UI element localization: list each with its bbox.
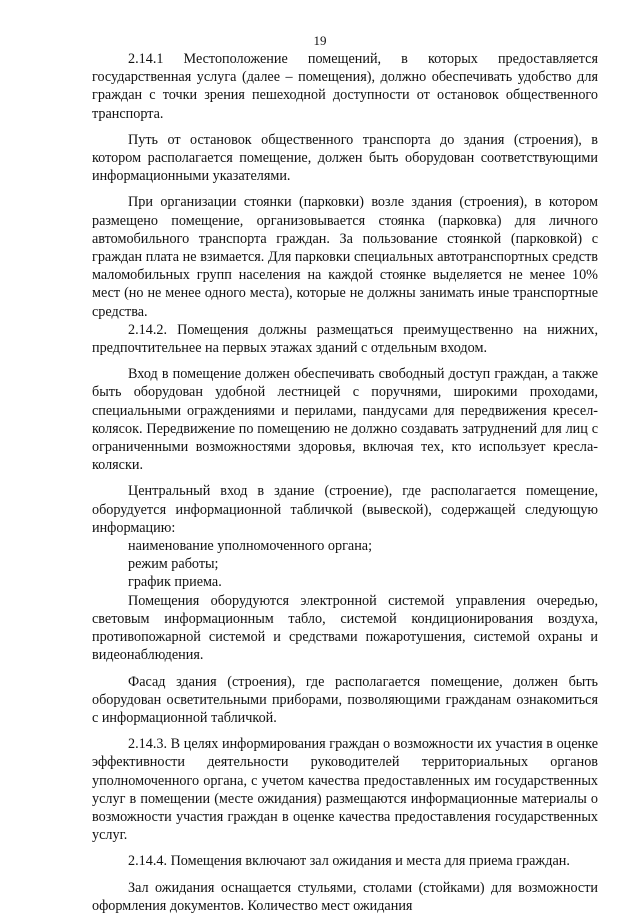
paragraph-transport-path: Путь от остановок общественного транспорта до здания (строения), в котором располагается помещение, должен быть оборудован соответствующими информационными указателями.	[92, 131, 598, 185]
paragraph-waiting-hall: Зал ожидания оснащается стульями, столами (стойками) для возможности оформления документов. Количество мест ожидания	[92, 879, 598, 914]
paragraph-2-14-4: 2.14.4. Помещения включают зал ожидания и места для приема граждан.	[128, 853, 570, 870]
paragraph-2-14-2: 2.14.2. Помещения должны размещаться преимущественно на нижних, предпочтительнее на первых этажах зданий с отдельным входом.	[92, 321, 598, 357]
page-number: 19	[313, 33, 327, 48]
list-item: график приема.	[128, 574, 222, 591]
paragraph-2-14-3: 2.14.3. В целях информирования граждан о возможности их участия в оценке эффективности деятельности руководителей территориальных органов уполномоченного органа, с учетом качества предоставленных им государственных услуг в помещении (месте ожидания) размещаются информационные материалы о возможности участия граждан в оценке качества предоставления государственных услуг.	[92, 736, 598, 844]
paragraph-2-14-1: 2.14.1 Местоположение помещений, в которых предоставляется государственная услуга (далее – помещения), должно обеспечивать удобство для граждан с точки зрения пешеходной доступности от остановок общественного транспорта.	[92, 51, 598, 122]
document-body	[92, 50, 598, 915]
paragraph-central-entrance: Центральный вход в здание (строение), где располагается помещение, оборудуется информационной табличкой (вывеской), содержащей следующую информацию:	[92, 483, 598, 536]
list-item: наименование уполномоченного органа;	[128, 538, 373, 555]
paragraph-equipment: Помещения оборудуются электронной системой управления очередью, световым информационным табло, системой кондиционирования воздуха, противопожарной системой и средствами пожаротушения, системой охраны и видеонаблюдения.	[92, 592, 598, 664]
paragraph-parking: При организации стоянки (парковки) возле здания (строения), в котором размещено помещение, организовывается стоянка (парковка) для личного автомобильного транспорта граждан. За пользование стоянкой (парковкой) с граждан плата не взимается. Для парковки специальных автотранспортных средств маломобильных групп населения на каждой стоянке выделяется не менее 10% мест (но не менее одного места), которые не должны занимать иные транспортные средства.	[92, 194, 598, 320]
paragraph-entrance: Вход в помещение должен обеспечивать свободный доступ граждан, а также быть оборудован удобной лестницей с поручнями, широкими проходами, специальными ограждениями и перилами, пандусами для передвижения кресел-колясок. Передвижение по помещению не должно создавать затруднений для лиц с ограниченными возможностями здоровья, включая тех, кто использует кресла-коляски.	[92, 366, 598, 474]
paragraph-facade: Фасад здания (строения), где располагается помещение, должен быть оборудован осветительными приборами, позволяющими гражданам ознакомиться с информационной табличкой.	[92, 673, 598, 726]
list-item: режим работы;	[128, 556, 219, 573]
